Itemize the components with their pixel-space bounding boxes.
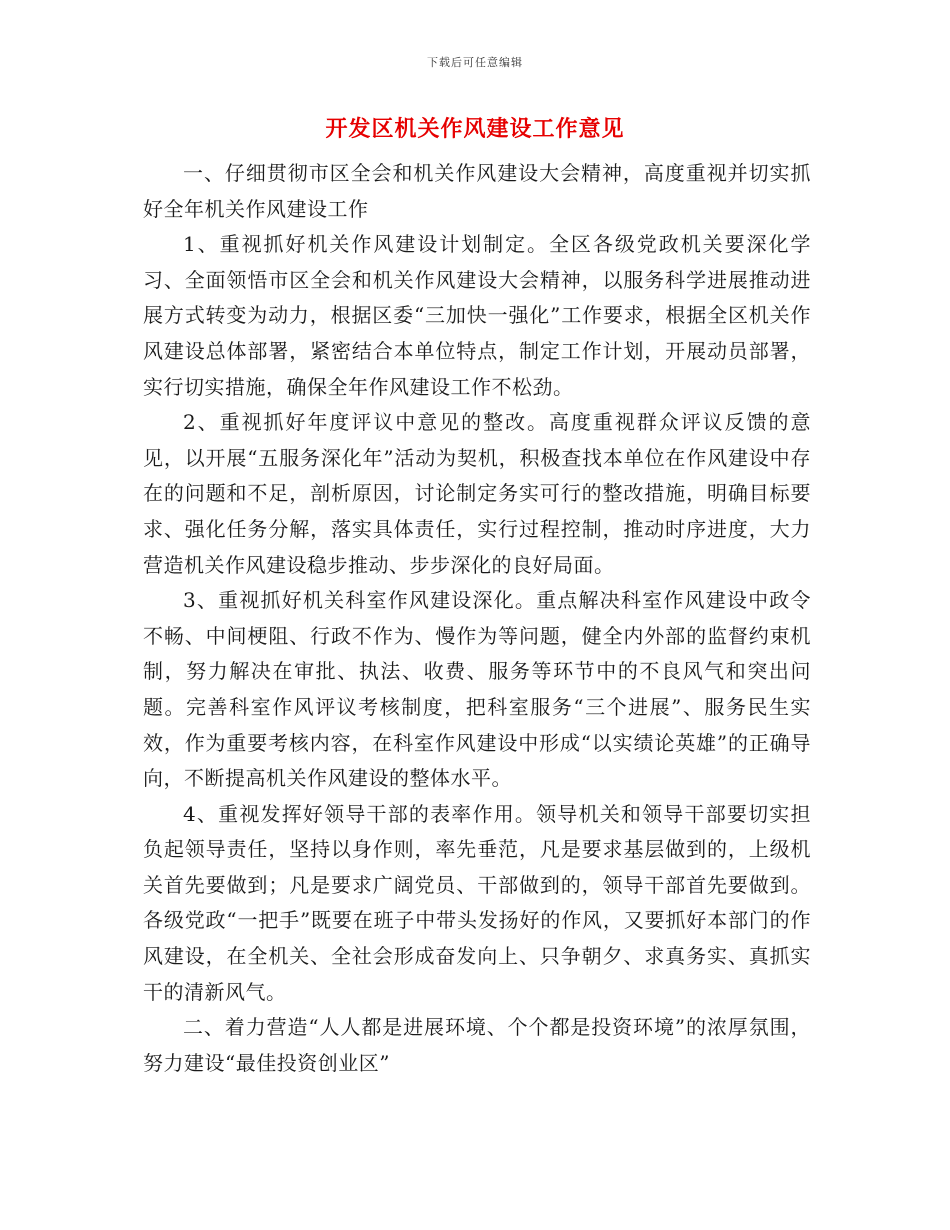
section-heading-2: 二、着力营造“人人都是进展环境、个个都是投资环境”的浓厚氛围，努力建设“最佳投资创业区” [143,1015,811,1075]
paragraph-item-2: 2、重视抓好年度评议中意见的整改。高度重视群众评议反馈的意见，以开展“五服务深化年”活动为契机，积极查找本单位在作风建设中存在的问题和不足，剖析原因，讨论制定务实可行的整改措施，明确目标要求、强化任务分解，落实具体责任，实行过程控制，推动时序进度，大力营造机关作风建设稳步推动、步步深化的良好局面。 [143,410,811,577]
paragraph-item-4: 4、重视发挥好领导干部的表率作用。领导机关和领导干部要切实担负起领导责任，坚持以身作则，率先垂范，凡是要求基层做到的，上级机关首先要做到；凡是要求广阔党员、干部做到的，领导干部首先要做到。各级党政“一把手”既要在班子中带头发扬好的作风，又要抓好本部门的作风建设，在全机关、全社会形成奋发向上、只争朝夕、求真务实、真抓实干的清新风气。 [143,801,811,1004]
header-note: 下载后可任意编辑 [427,56,523,69]
paragraph-item-3: 3、重视抓好机关科室作风建设深化。重点解决科室作风建设中政令不畅、中间梗阻、行政不作为、慢作为等问题，健全内外部的监督约束机制，努力解决在审批、执法、收费、服务等环节中的不良风气和突出问题。完善科室作风评议考核制度，把科室服务“三个进展”、服务民生实效，作为重要考核内容，在科室作风建设中形成“以实绩论英雄”的正确导向，不断提高机关作风建设的整体水平。 [143,588,811,791]
document-body [143,156,811,1081]
paragraph-item-1: 1、重视抓好机关作风建设计划制定。全区各级党政机关要深化学习、全面领悟市区全会和机关作风建设大会精神，以服务科学进展推动进展方式转变为动力，根据区委“三加快一强化”工作要求，根据全区机关作风建设总体部署，紧密结合本单位特点，制定工作计划，开展动员部署，实行切实措施，确保全年作风建设工作不松劲。 [143,232,811,399]
section-heading-1: 一、仔细贯彻市区全会和机关作风建设大会精神，高度重视并切实抓好全年机关作风建设工作 [143,161,811,221]
page-title: 开发区机关作风建设工作意见 [325,116,625,142]
